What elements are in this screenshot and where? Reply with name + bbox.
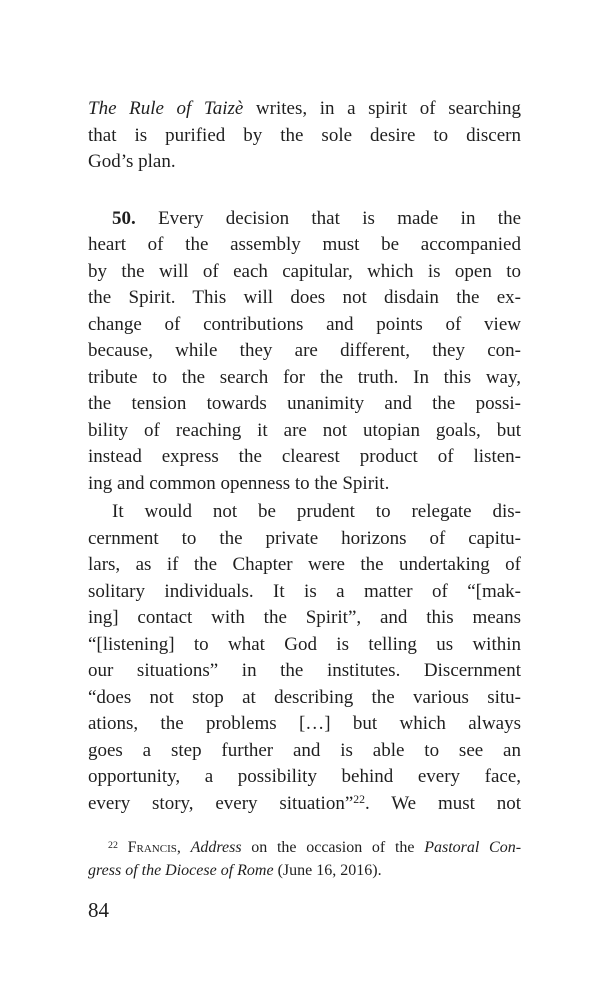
text-segment: that is purified by the sole desire to discern xyxy=(88,124,521,146)
text-segment: opportunity, a possibility behind every face, xyxy=(88,766,521,787)
text-line xyxy=(88,232,521,259)
text-line xyxy=(88,526,521,553)
text-line xyxy=(88,285,521,312)
text-segment-i: gress of the Diocese of Rome xyxy=(88,862,274,879)
text-segment: every story, every situation” xyxy=(88,792,354,814)
text-segment-i: Pastoral Con- xyxy=(424,839,522,856)
text-segment: because, while they are different, they con- xyxy=(88,340,521,361)
text-segment: “[listening] to what God is telling us within xyxy=(88,633,521,655)
text-segment: by the will of each capitular, which is open to xyxy=(88,260,521,282)
text-segment-sc: Francis xyxy=(127,839,177,856)
text-segment: (June 16, 2016). xyxy=(273,862,382,879)
text-line xyxy=(88,312,521,339)
text-segment xyxy=(118,839,128,856)
page-number: 84 xyxy=(88,898,109,922)
text-line xyxy=(88,123,521,150)
paragraph xyxy=(88,96,521,176)
text-segment-i: Address xyxy=(190,839,242,856)
text-segment: “does not stop at describing the various situ- xyxy=(88,686,521,708)
text-line xyxy=(88,149,521,176)
text-segment: Every decision that is made in the xyxy=(135,207,521,229)
text-line xyxy=(88,96,521,123)
text-line xyxy=(88,579,521,606)
text-segment-i: The Rule of Taizè xyxy=(88,98,244,119)
text-segment: cernment to the private horizons of capitu- xyxy=(88,527,521,549)
text-segment: heart of the assembly must be accompanied xyxy=(88,234,521,255)
text-line xyxy=(88,365,521,392)
text-segment: ations, the problems […] but which always xyxy=(88,713,521,734)
text-line xyxy=(88,632,521,659)
text-line xyxy=(88,711,521,738)
text-line xyxy=(88,791,521,818)
text-segment: writes, in a spirit of searching xyxy=(243,98,521,119)
text-segment: on the occasion of the xyxy=(241,839,425,856)
text-line xyxy=(88,738,521,765)
text-segment: ing] contact with the Spirit”, and this means xyxy=(88,607,521,628)
text-line xyxy=(88,685,521,712)
text-segment: bility of reaching it are not utopian goals, but xyxy=(88,419,521,441)
paragraph xyxy=(88,499,521,817)
text-segment: lars, as if the Chapter were the undertaking of xyxy=(88,554,521,575)
text-line xyxy=(88,206,521,233)
text-line xyxy=(88,764,521,791)
text-segment: change of contributions and points of view xyxy=(88,313,521,335)
text-line xyxy=(88,859,521,882)
paragraph xyxy=(88,206,521,498)
text-line xyxy=(88,836,521,859)
text-line xyxy=(88,418,521,445)
paragraph xyxy=(88,836,521,882)
text-line xyxy=(88,391,521,418)
text-segment: goes a step further and is able to see an xyxy=(88,739,521,761)
text-line xyxy=(88,658,521,685)
text-line xyxy=(88,552,521,579)
text-segment-b: 50. xyxy=(112,207,136,229)
text-line xyxy=(88,259,521,286)
text-segment: It would not be prudent to relegate dis- xyxy=(112,501,521,522)
text-segment: solitary individuals. It is a matter of “[mak- xyxy=(88,580,521,602)
text-line xyxy=(88,605,521,632)
text-segment-sup: 22 xyxy=(353,793,366,807)
text-segment: ing and common openness to the Spirit. xyxy=(88,472,390,494)
text-line xyxy=(88,499,521,526)
body-text xyxy=(88,96,521,817)
text-segment: the Spirit. This will does not disdain the ex- xyxy=(88,287,521,308)
text-segment: our situations” in the institutes. Discernment xyxy=(88,660,521,681)
text-line xyxy=(88,444,521,471)
text-segment-sup: 22 xyxy=(108,839,118,851)
text-segment: God’s plan. xyxy=(88,151,176,172)
text-segment: tribute to the search for the truth. In this way, xyxy=(88,366,521,388)
text-segment: instead express the clearest product of listen- xyxy=(88,446,521,467)
text-line xyxy=(88,471,521,498)
text-segment: . We must not xyxy=(365,792,521,814)
footnote xyxy=(88,836,521,882)
text-segment: , xyxy=(176,839,191,856)
text-segment: the tension towards unanimity and the possi- xyxy=(88,393,521,414)
text-line xyxy=(88,338,521,365)
